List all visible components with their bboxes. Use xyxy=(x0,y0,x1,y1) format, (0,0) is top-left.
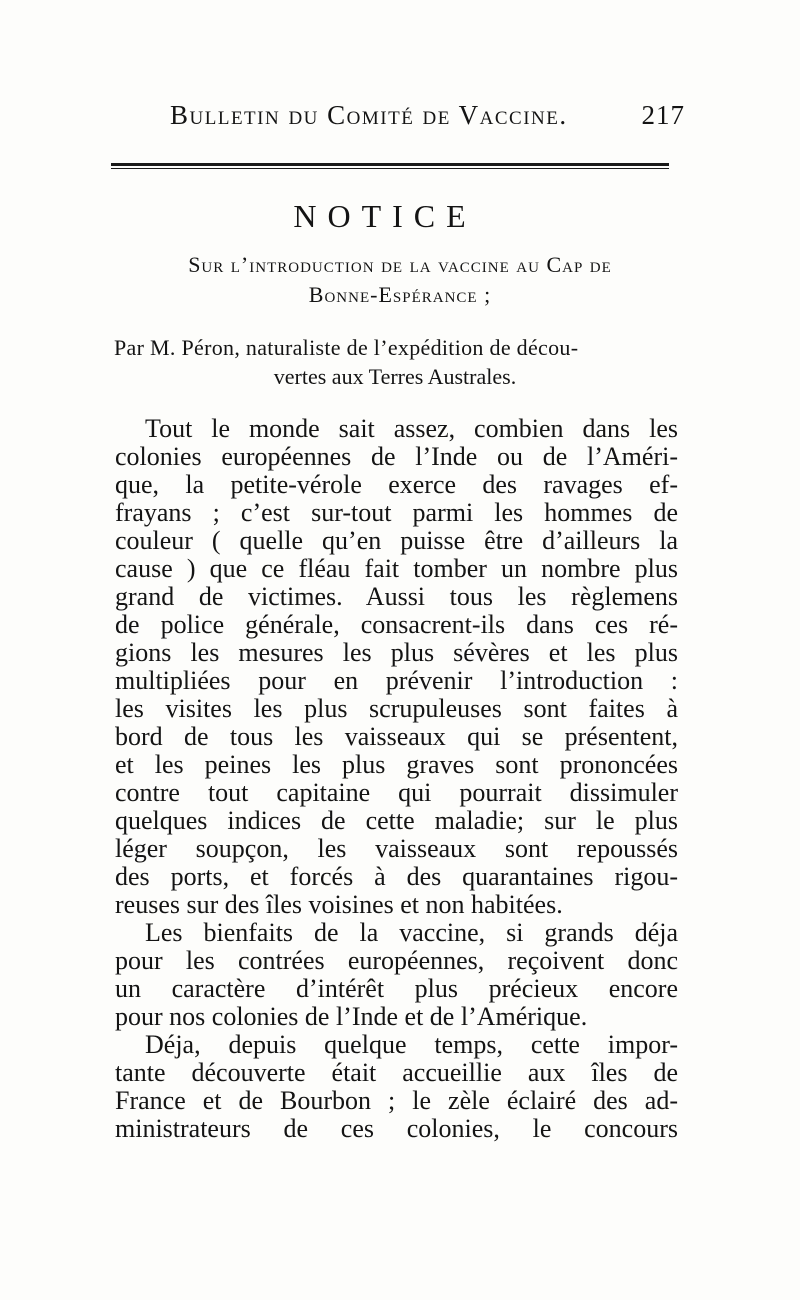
body-text-line: pour les contrées européennes, reçoivent donc xyxy=(115,947,678,975)
body-text-line: des ports, et forcés à des quarantaines rigou- xyxy=(115,863,678,891)
body-text-line: contre tout capitaine qui pourrait dissimuler xyxy=(115,779,678,807)
body-text-line: pour nos colonies de l’Inde et de l’Amérique. xyxy=(115,1003,588,1031)
body-text-line: grand de victimes. Aussi tous les règlemens xyxy=(115,583,678,611)
subtitle-line-1: Sur l’introduction de la vaccine au Cap de xyxy=(188,252,612,277)
running-title: Bulletin du Comité de Vaccine. xyxy=(170,100,568,130)
body-text-line: France et de Bourbon ; le zèle éclairé des ad- xyxy=(115,1087,678,1115)
body-text-line: Tout le monde sait assez, combien dans les xyxy=(145,415,678,443)
body-text-line: Les bienfaits de la vaccine, si grands déja xyxy=(145,919,678,947)
body-text-line: frayans ; c’est sur-tout parmi les hommes de xyxy=(115,499,678,527)
body-text-line: quelques indices de cette maladie; sur le plus xyxy=(115,807,678,835)
body-text-line: bord de tous les vaisseaux qui se présentent, xyxy=(115,723,678,751)
body-text-line: multipliées pour en prévenir l’introduction : xyxy=(115,667,678,695)
body-text-line: de police générale, consacrent-ils dans ces ré- xyxy=(115,611,678,639)
byline-line-2: vertes aux Terres Australes. xyxy=(273,364,517,389)
body-text-line: couleur ( quelle qu’en puisse être d’ailleurs la xyxy=(115,527,678,555)
body-text-line: Déja, depuis quelque temps, cette impor- xyxy=(145,1031,678,1059)
body-text-line: un caractère d’intérêt plus précieux encore xyxy=(115,975,678,1003)
header-rule xyxy=(111,163,669,169)
body-text-line: reuses sur des îles voisines et non habitées. xyxy=(115,891,563,919)
body-text-line: et les peines les plus graves sont prononcées xyxy=(115,751,678,779)
running-head xyxy=(140,100,685,140)
body-text-line: léger soupçon, les vaisseaux sont repoussés xyxy=(115,835,678,863)
body-text-line: les visites les plus scrupuleuses sont faites à xyxy=(115,695,678,723)
subtitle-line-2: Bonne-Espérance ; xyxy=(308,282,492,307)
body-text-line: cause ) que ce fléau fait tomber un nombre plus xyxy=(115,555,678,583)
byline-line-1: Par M. Péron, naturaliste de l’expédition de décou- xyxy=(114,335,579,360)
notice-title: NOTICE xyxy=(293,198,477,234)
body-text-line: tante découverte était accueillie aux îles de xyxy=(115,1059,678,1087)
body-text-line: ministrateurs de ces colonies, le concours xyxy=(115,1115,678,1143)
body-text-line: gions les mesures les plus sévères et les plus xyxy=(115,639,678,667)
body-text-line: colonies européennes de l’Inde ou de l’Améri- xyxy=(115,443,678,471)
body-text-line: que, la petite-vérole exerce des ravages ef- xyxy=(115,471,678,499)
page-number: 217 xyxy=(641,100,685,130)
